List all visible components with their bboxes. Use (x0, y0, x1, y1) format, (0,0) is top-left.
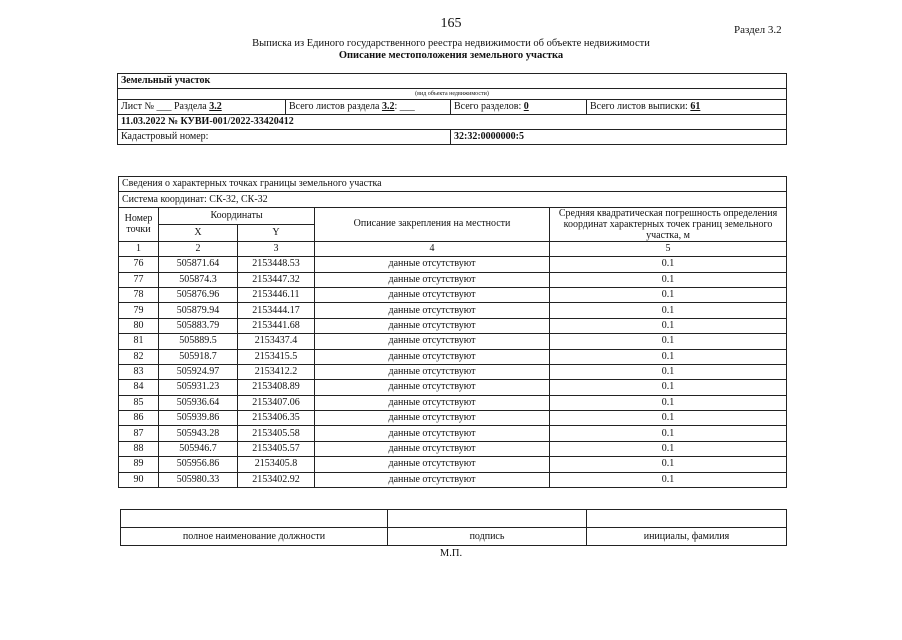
table-row (119, 441, 787, 456)
point-number: 82 (119, 349, 159, 364)
point-number: 76 (119, 257, 159, 272)
coord-y: 2153405.57 (238, 441, 315, 456)
coord-y: 2153444.17 (238, 303, 315, 318)
name-label: инициалы, фамилия (587, 528, 787, 546)
point-error: 0.1 (550, 457, 787, 472)
coord-x: 505931.23 (159, 380, 238, 395)
col-error: Средняя квадратическая погрешность определения координат характерных точек границ земельного участка, м (550, 207, 787, 241)
header-table (117, 73, 787, 145)
coord-y: 2153447.32 (238, 272, 315, 287)
point-number: 78 (119, 287, 159, 302)
point-description: данные отсутствуют (315, 395, 550, 410)
sheet-number-cell (118, 100, 286, 115)
point-number: 84 (119, 380, 159, 395)
coord-x: 505876.96 (159, 287, 238, 302)
coord-y: 2153415.5 (238, 349, 315, 364)
sheet-blank: ___ (156, 101, 172, 112)
point-description: данные отсутствуют (315, 380, 550, 395)
point-description: данные отсутствуют (315, 364, 550, 379)
point-description: данные отсутствуют (315, 426, 550, 441)
point-error: 0.1 (550, 334, 787, 349)
total-sections-label: Всего разделов: (454, 101, 522, 112)
page-number: 165 (440, 16, 462, 31)
point-error: 0.1 (550, 303, 787, 318)
total-sheets-section-label: Всего листов раздела (289, 101, 380, 112)
coord-x: 505918.7 (159, 349, 238, 364)
document-title: Выписка из Единого государственного реестра недвижимости об объекте недвижимости (252, 38, 650, 49)
position-field (121, 510, 388, 528)
coord-y: 2153408.89 (238, 380, 315, 395)
table-row (119, 395, 787, 410)
point-error: 0.1 (550, 411, 787, 426)
col-index: 2 (159, 241, 238, 256)
point-description: данные отсутствуют (315, 272, 550, 287)
coord-x: 505924.97 (159, 364, 238, 379)
points-body (119, 257, 787, 488)
point-error: 0.1 (550, 287, 787, 302)
col-index: 1 (119, 241, 159, 256)
coord-y: 2153405.8 (238, 457, 315, 472)
column-index-row (119, 241, 787, 256)
position-label: полное наименование должности (121, 528, 388, 546)
point-number: 86 (119, 411, 159, 426)
total-sheets-cell (587, 100, 787, 115)
date-number: 11.03.2022 № КУВИ-001/2022-33420412 (118, 115, 787, 130)
cadastral-value: 32:32:0000000:5 (451, 130, 787, 145)
point-error: 0.1 (550, 395, 787, 410)
point-error: 0.1 (550, 380, 787, 395)
point-error: 0.1 (550, 426, 787, 441)
point-description: данные отсутствуют (315, 349, 550, 364)
col-index: 4 (315, 241, 550, 256)
table-row (119, 472, 787, 487)
coord-x: 505883.79 (159, 318, 238, 333)
col-x: X (159, 224, 238, 241)
coord-x: 505871.64 (159, 257, 238, 272)
point-error: 0.1 (550, 441, 787, 456)
col-coordinates: Координаты (159, 207, 315, 224)
point-number: 81 (119, 334, 159, 349)
point-error: 0.1 (550, 272, 787, 287)
col-y: Y (238, 224, 315, 241)
signature-table (120, 509, 787, 546)
coord-y: 2153437.4 (238, 334, 315, 349)
col-description: Описание закрепления на местности (315, 207, 550, 241)
coord-y: 2153441.68 (238, 318, 315, 333)
coord-y: 2153446.11 (238, 287, 315, 302)
point-number: 85 (119, 395, 159, 410)
table-row (119, 380, 787, 395)
coord-y: 2153448.53 (238, 257, 315, 272)
object-type: Земельный участок (118, 74, 787, 89)
table-row (119, 334, 787, 349)
boundary-points-table (118, 176, 787, 488)
table-row (119, 364, 787, 379)
coord-y: 2153406.35 (238, 411, 315, 426)
sign-label: подпись (388, 528, 587, 546)
coord-y: 2153412.2 (238, 364, 315, 379)
section-value: 3.2 (209, 101, 222, 112)
total-sheets-section-value: 3.2 (381, 101, 395, 112)
point-description: данные отсутствуют (315, 287, 550, 302)
point-number: 88 (119, 441, 159, 456)
point-number: 79 (119, 303, 159, 318)
point-description: данные отсутствуют (315, 257, 550, 272)
point-error: 0.1 (550, 364, 787, 379)
col-index: 5 (550, 241, 787, 256)
signature-field (388, 510, 587, 528)
total-sheets-section-cell: Всего листов раздела 3.2: ___ (286, 100, 451, 115)
table-row (119, 411, 787, 426)
coord-y: 2153405.58 (238, 426, 315, 441)
coord-x: 505946.7 (159, 441, 238, 456)
point-error: 0.1 (550, 257, 787, 272)
coord-x: 505889.5 (159, 334, 238, 349)
cadastral-label: Кадастровый номер: (118, 130, 451, 145)
point-number: 83 (119, 364, 159, 379)
point-error: 0.1 (550, 472, 787, 487)
coord-x: 505943.28 (159, 426, 238, 441)
table-row (119, 457, 787, 472)
coord-y: 2153407.06 (238, 395, 315, 410)
total-sections-value: 0 (523, 101, 529, 112)
name-field (587, 510, 787, 528)
point-error: 0.1 (550, 349, 787, 364)
coord-x: 505939.86 (159, 411, 238, 426)
point-number: 87 (119, 426, 159, 441)
table-row (119, 426, 787, 441)
point-description: данные отсутствуют (315, 472, 550, 487)
table-row (119, 287, 787, 302)
points-title: Сведения о характерных точках границы земельного участка (119, 177, 787, 192)
table-row (119, 318, 787, 333)
total-sections-cell (451, 100, 587, 115)
table-row (119, 272, 787, 287)
total-sheets-section-blank: ___ (399, 101, 415, 112)
section-word: Раздела (173, 101, 207, 112)
stamp-place: М.П. (439, 548, 463, 559)
point-number: 89 (119, 457, 159, 472)
point-description: данные отсутствуют (315, 318, 550, 333)
table-row (119, 303, 787, 318)
coord-x: 505936.64 (159, 395, 238, 410)
point-error: 0.1 (550, 318, 787, 333)
coord-x: 505980.33 (159, 472, 238, 487)
table-row (119, 257, 787, 272)
document-subtitle: Описание местоположения земельного участка (338, 50, 564, 61)
point-description: данные отсутствуют (315, 334, 550, 349)
point-description: данные отсутствуют (315, 457, 550, 472)
sheet-label: Лист № (121, 101, 154, 112)
total-sheets-value: 61 (690, 101, 701, 112)
coord-x: 505956.86 (159, 457, 238, 472)
point-description: данные отсутствуют (315, 441, 550, 456)
point-description: данные отсутствуют (315, 303, 550, 318)
section-label: Раздел 3.2 (734, 24, 782, 36)
col-point-number: Номер точки (119, 207, 159, 241)
coord-system: Система координат: СК-32, СК-32 (119, 192, 787, 207)
col-index: 3 (238, 241, 315, 256)
coord-x: 505874.3 (159, 272, 238, 287)
coord-y: 2153402.92 (238, 472, 315, 487)
coord-x: 505879.94 (159, 303, 238, 318)
point-number: 80 (119, 318, 159, 333)
object-caption: (вид объекта недвижимости) (118, 89, 787, 100)
total-sheets-label: Всего листов выписки: (590, 101, 688, 112)
point-number: 77 (119, 272, 159, 287)
point-description: данные отсутствуют (315, 411, 550, 426)
table-row (119, 349, 787, 364)
point-number: 90 (119, 472, 159, 487)
